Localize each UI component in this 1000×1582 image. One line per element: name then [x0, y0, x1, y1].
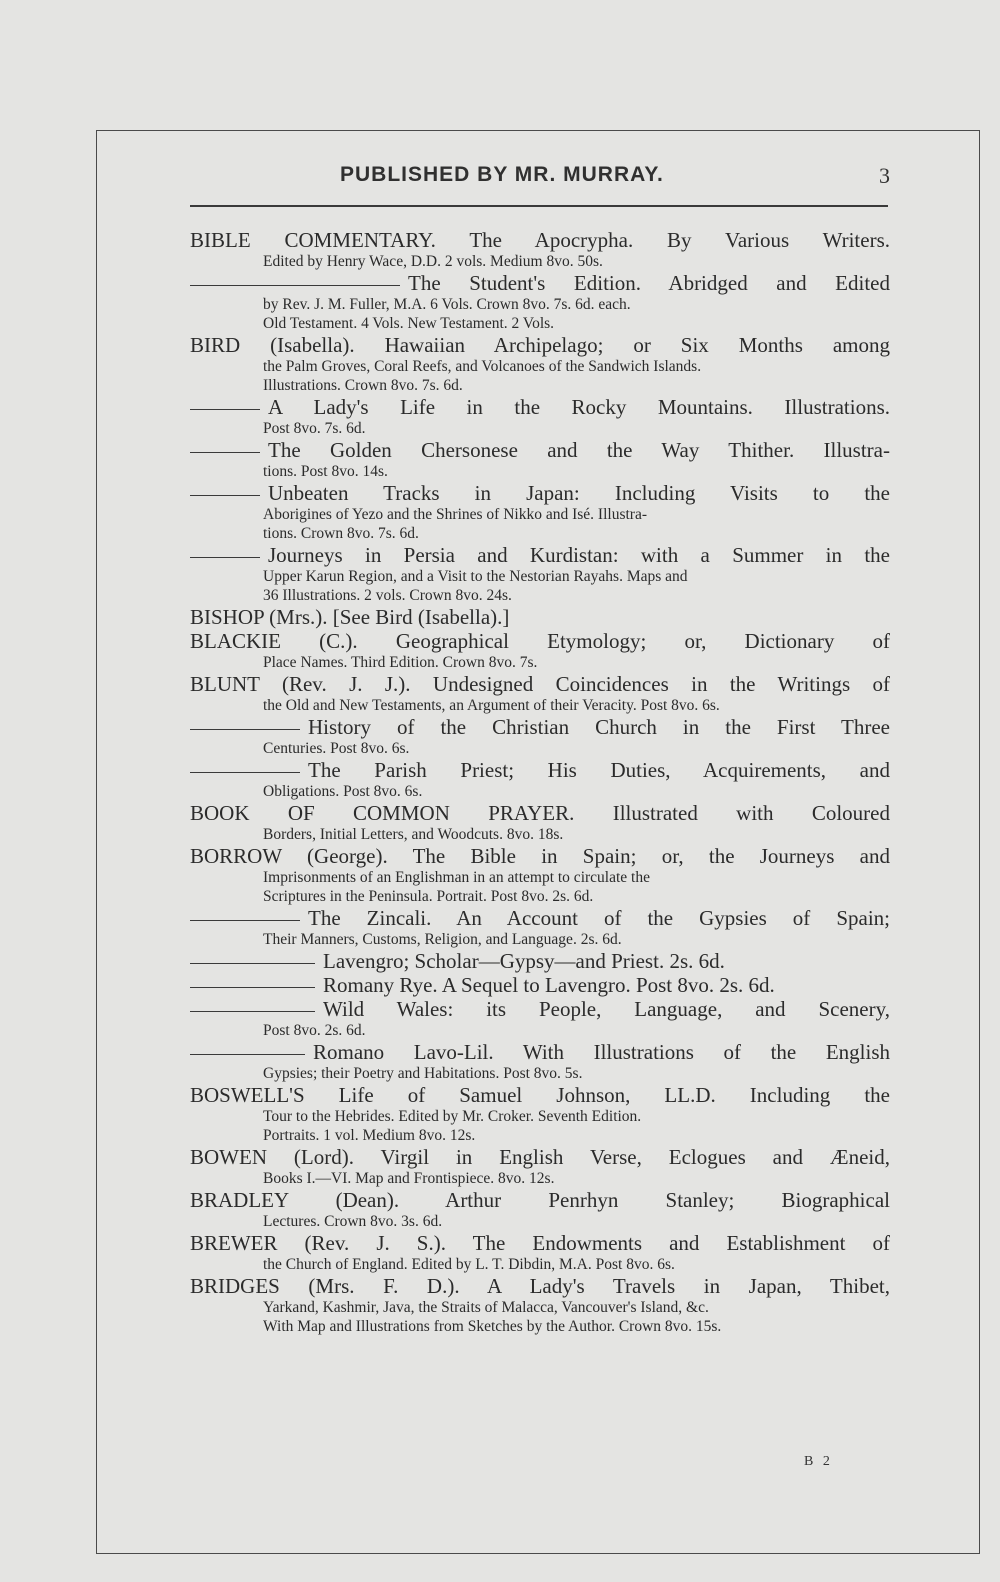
catalogue-entry: [190, 438, 890, 481]
entry-heading: [190, 271, 890, 295]
entry-detail-line: tions. Post 8vo. 14s.: [263, 463, 388, 480]
entry-detail-line: Lectures. Crown 8vo. 3s. 6d.: [263, 1213, 443, 1230]
catalogue-entry: [190, 543, 890, 605]
catalogue-entry: [190, 1274, 890, 1336]
ditto-rule: [190, 1054, 305, 1055]
catalogue-entry: [190, 1145, 890, 1188]
catalogue-entry: [190, 1231, 890, 1274]
header-rule: [190, 205, 888, 207]
ditto-rule: [190, 920, 300, 921]
entry-detail-line: the Old and New Testaments, an Argument of their Veracity. Post 8vo. 6s.: [263, 697, 720, 714]
entry-heading: [190, 949, 890, 973]
entry-detail-line: Place Names. Third Edition. Crown 8vo. 7s.: [263, 654, 538, 671]
ditto-rule: [190, 772, 300, 773]
entry-heading: [190, 672, 890, 696]
entry-detail-line: With Map and Illustrations from Sketches by the Author. Crown 8vo. 15s.: [263, 1318, 722, 1335]
entry-heading-text: Unbeaten Tracks in Japan: Including Visits to the: [268, 481, 890, 505]
entry-heading: [190, 1188, 890, 1212]
entry-heading-text: BREWER (Rev. J. S.). The Endowments and Establishment of: [190, 1231, 890, 1255]
entry-heading-text: BRADLEY (Dean). Arthur Penrhyn Stanley; Biographical: [190, 1188, 890, 1212]
entry-detail-line: Tour to the Hebrides. Edited by Mr. Croker. Seventh Edition.: [263, 1108, 642, 1125]
entry-detail-line: Scriptures in the Peninsula. Portrait. Post 8vo. 2s. 6d.: [263, 888, 594, 905]
entry-detail-line: Books I.—VI. Map and Frontispiece. 8vo. 12s.: [263, 1170, 555, 1187]
signature-mark: B 2: [804, 1454, 833, 1469]
entry-heading: [190, 481, 890, 505]
entry-heading: [190, 333, 890, 357]
entry-heading-text: A Lady's Life in the Rocky Mountains. Illustrations.: [268, 395, 890, 419]
entry-heading: [190, 629, 890, 653]
entry-heading-text: BIBLE COMMENTARY. The Apocrypha. By Various Writers.: [190, 228, 890, 252]
entry-detail-line: Portraits. 1 vol. Medium 8vo. 12s.: [263, 1127, 476, 1144]
catalogue-entry: [190, 333, 890, 395]
catalogue-entry: [190, 395, 890, 438]
entry-heading-text: BOOK OF COMMON PRAYER. Illustrated with Coloured: [190, 801, 890, 825]
entry-heading-text: BLUNT (Rev. J. J.). Undesigned Coincidences in the Writings of: [190, 672, 890, 696]
ditto-rule: [190, 285, 400, 286]
entry-heading: [190, 715, 890, 739]
entry-heading-text: BLACKIE (C.). Geographical Etymology; or, Dictionary of: [190, 629, 890, 653]
entry-heading: [190, 438, 890, 462]
ditto-rule: [190, 495, 260, 496]
entry-detail-line: Obligations. Post 8vo. 6s.: [263, 783, 423, 800]
entry-heading-text: The Golden Chersonese and the Way Thither. Illustra-: [268, 438, 890, 462]
entry-heading-text: BOSWELL'S Life of Samuel Johnson, LL.D. Including the: [190, 1083, 890, 1107]
catalogue-entry: [190, 271, 890, 333]
catalogue-entry: [190, 605, 890, 629]
entry-heading: [190, 1040, 890, 1064]
catalogue-entry: [190, 1188, 890, 1231]
entry-heading: [190, 1083, 890, 1107]
entry-heading-text: The Parish Priest; His Duties, Acquirements, and: [308, 758, 890, 782]
catalogue-entry: [190, 844, 890, 906]
entry-heading: [190, 1145, 890, 1169]
entry-detail-line: Gypsies; their Poetry and Habitations. Post 8vo. 5s.: [263, 1065, 583, 1082]
entry-heading: [190, 973, 890, 997]
catalogue-entry: [190, 672, 890, 715]
entry-heading-text: BIRD (Isabella). Hawaiian Archipelago; or Six Months among: [190, 333, 890, 357]
catalogue-entry: [190, 906, 890, 949]
entry-heading-text: Lavengro; Scholar—Gypsy—and Priest. 2s. 6d.: [323, 949, 725, 973]
entry-detail-line: Old Testament. 4 Vols. New Testament. 2 Vols.: [263, 315, 555, 332]
catalogue-entry: [190, 481, 890, 543]
entry-heading: [190, 801, 890, 825]
page-header: [190, 163, 890, 193]
ditto-rule: [190, 987, 315, 988]
catalogue-entry: [190, 801, 890, 844]
entry-detail-line: tions. Crown 8vo. 7s. 6d.: [263, 525, 419, 542]
entry-heading: [190, 543, 890, 567]
entry-detail-line: Edited by Henry Wace, D.D. 2 vols. Medium 8vo. 50s.: [263, 253, 603, 270]
entry-detail-line: Centuries. Post 8vo. 6s.: [263, 740, 410, 757]
ditto-rule: [190, 452, 260, 453]
entry-detail-line: by Rev. J. M. Fuller, M.A. 6 Vols. Crown 8vo. 7s. 6d. each.: [263, 296, 631, 313]
entry-heading: [190, 228, 890, 252]
entry-heading-text: BORROW (George). The Bible in Spain; or, the Journeys and: [190, 844, 890, 868]
entry-detail-line: Post 8vo. 7s. 6d.: [263, 420, 366, 437]
entry-heading-text: BOWEN (Lord). Virgil in English Verse, Eclogues and Æneid,: [190, 1145, 890, 1169]
entry-detail-line: Aborigines of Yezo and the Shrines of Nikko and Isé. Illustra-: [263, 506, 647, 523]
entry-heading-text: Romany Rye. A Sequel to Lavengro. Post 8vo. 2s. 6d.: [323, 973, 775, 997]
entry-heading-text: The Student's Edition. Abridged and Edited: [408, 271, 890, 295]
catalogue-entry: [190, 1083, 890, 1145]
page-number: 3: [879, 163, 890, 188]
entry-detail-line: 36 Illustrations. 2 vols. Crown 8vo. 24s.: [263, 587, 512, 604]
entry-heading-text: BISHOP (Mrs.). [See Bird (Isabella).]: [190, 605, 510, 629]
catalogue-entry: [190, 997, 890, 1040]
entry-heading: [190, 844, 890, 868]
entry-detail-line: Imprisonments of an Englishman in an attempt to circulate the: [263, 869, 650, 886]
catalogue-entry: [190, 1040, 890, 1083]
entry-heading-text: Wild Wales: its People, Language, and Scenery,: [323, 997, 890, 1021]
catalogue-entry: [190, 715, 890, 758]
ditto-rule: [190, 557, 260, 558]
entry-heading-text: BRIDGES (Mrs. F. D.). A Lady's Travels in Japan, Thibet,: [190, 1274, 890, 1298]
entry-heading-text: Romano Lavo-Lil. With Illustrations of the English: [313, 1040, 890, 1064]
entry-heading-text: The Zincali. An Account of the Gypsies of Spain;: [308, 906, 890, 930]
entry-detail-line: Illustrations. Crown 8vo. 7s. 6d.: [263, 377, 463, 394]
entry-heading: [190, 997, 890, 1021]
entry-heading: [190, 605, 890, 629]
entry-heading-text: History of the Christian Church in the First Three: [308, 715, 890, 739]
ditto-rule: [190, 409, 260, 410]
entry-detail-line: Yarkand, Kashmir, Java, the Straits of Malacca, Vancouver's Island, &c.: [263, 1299, 709, 1316]
catalogue-entry: [190, 629, 890, 672]
ditto-rule: [190, 963, 315, 964]
entry-heading: [190, 1231, 890, 1255]
entry-detail-line: the Church of England. Edited by L. T. Dibdin, M.A. Post 8vo. 6s.: [263, 1256, 675, 1273]
entry-detail-line: Their Manners, Customs, Religion, and Language. 2s. 6d.: [263, 931, 622, 948]
ditto-rule: [190, 1011, 315, 1012]
ditto-rule: [190, 729, 300, 730]
entry-heading: [190, 395, 890, 419]
entry-heading: [190, 1274, 890, 1298]
entry-detail-line: Upper Karun Region, and a Visit to the Nestorian Rayahs. Maps and: [263, 568, 688, 585]
catalogue-entry: [190, 949, 890, 973]
entry-detail-line: the Palm Groves, Coral Reefs, and Volcanoes of the Sandwich Islands.: [263, 358, 702, 375]
catalogue-entry: [190, 228, 890, 271]
entry-heading-text: Journeys in Persia and Kurdistan: with a Summer in the: [268, 543, 890, 567]
entry-heading: [190, 758, 890, 782]
catalogue-entries: [190, 228, 890, 1336]
entry-detail-line: Post 8vo. 2s. 6d.: [263, 1022, 366, 1039]
entry-detail-line: Borders, Initial Letters, and Woodcuts. 8vo. 18s.: [263, 826, 564, 843]
catalogue-entry: [190, 758, 890, 801]
catalogue-entry: [190, 973, 890, 997]
running-head: PUBLISHED BY MR. MURRAY.: [340, 163, 664, 186]
entry-heading: [190, 906, 890, 930]
